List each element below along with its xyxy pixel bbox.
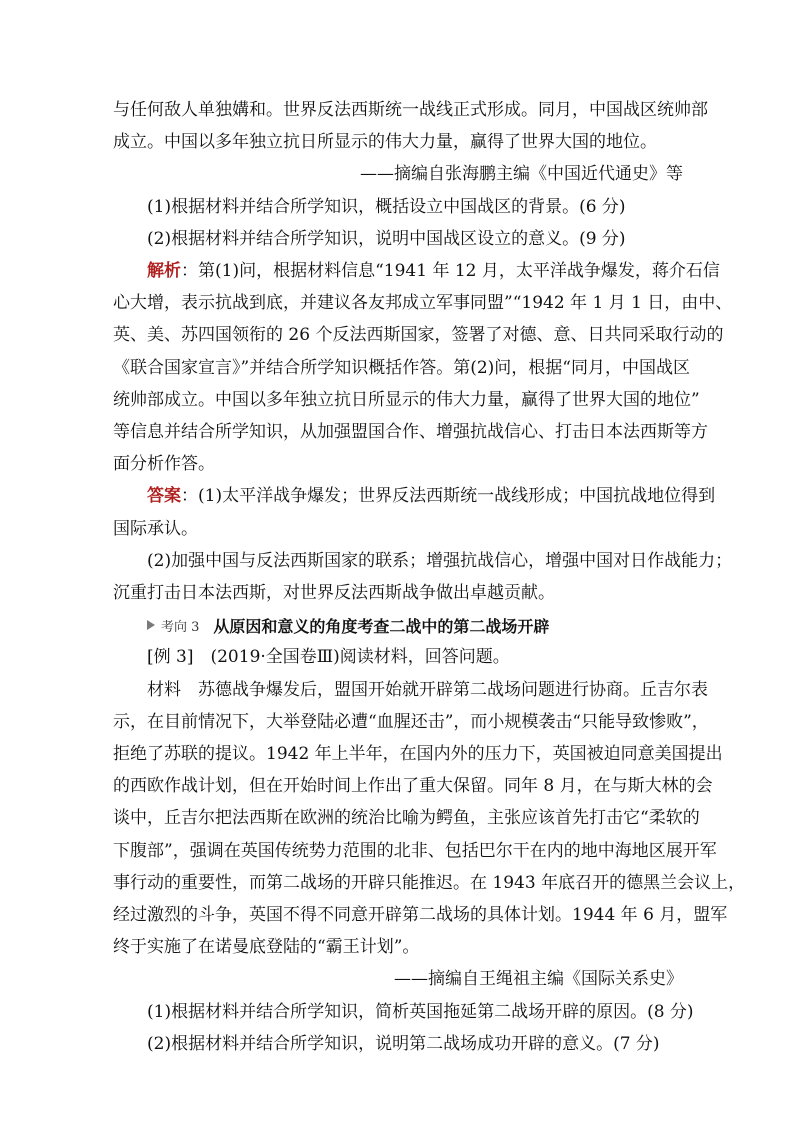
answer-line — [113, 480, 716, 512]
text-line: 事行动的重要性，而第二战场的开辟只能推迟。在 1943 年底召开的德黑兰会议上， — [113, 872, 746, 893]
question-1: (1)根据材料并结合所学知识，简析英国拖延第二战场开辟的原因。(8 分) — [147, 1001, 694, 1022]
text-line: 《联合国家宣言》”并结合所学知识概括作答。第(2)问，根据“同月，中国战区 — [113, 357, 690, 378]
section-heading — [113, 609, 683, 641]
text-line: 谈中，丘吉尔把法西斯在欧洲的统治比喻为鳄鱼，主张应该首先打击它“柔软的 — [113, 808, 700, 829]
document-page — [113, 94, 746, 1060]
material-line: 材料 苏德战争爆发后，盟国开始就开辟第二战场问题进行协商。丘吉尔表 — [147, 679, 708, 700]
text-line: 成立。中国以多年独立抗日所显示的伟大力量，赢得了世界大国的地位。 — [113, 132, 657, 153]
text-line: 英、美、苏四国领衔的 26 个反法西斯国家，签署了对德、意、日共同采取行动的 — [113, 325, 724, 346]
text-line: 统帅部成立。中国以多年独立抗日所显示的伟大力量，赢得了世界大国的地位” — [113, 389, 700, 410]
example-header: [例 3] (2019·全国卷Ⅲ)阅读材料，回答问题。 — [147, 647, 510, 668]
question-2: (2)根据材料并结合所学知识，说明中国战区设立的意义。(9 分) — [147, 228, 626, 249]
triangle-marker-icon — [147, 620, 155, 630]
section-tag: 考向 3 — [161, 619, 200, 635]
analysis-text: ：第(1)问，根据材料信息“1941 年 12 月，太平洋战争爆发，蒋介石信 — [181, 261, 720, 282]
text-line: 拒绝了苏联的提议。1942 年上半年，在国内外的压力下，英国被迫同意美国提出 — [113, 744, 723, 765]
text-line: 下腹部”，强调在英国传统势力范围的北非、包括巴尔干在内的地中海地区展开军 — [113, 840, 717, 861]
text-line: 与任何敌人单独媾和。世界反法西斯统一战线正式形成。同月，中国战区统帅部 — [113, 100, 708, 120]
text-line: 面分析作答。 — [113, 454, 215, 475]
text-line: 等信息并结合所学知识，从加强盟国合作、增强抗战信心、打击日本法西斯等方 — [113, 422, 708, 443]
text-line: 心大增，表示抗战到底，并建议各友邦成立军事同盟”“1942 年 1 月 1 日，由中、 — [113, 293, 733, 314]
text-line: 沉重打击日本法西斯，对世界反法西斯战争做出卓越贡献。 — [113, 583, 555, 604]
analysis-label: 解析 — [147, 261, 181, 282]
question-1: (1)根据材料并结合所学知识，概括设立中国战区的背景。(6 分) — [147, 196, 626, 217]
analysis-line — [113, 255, 720, 287]
text-line: 的西欧作战计划，但在开始时间上作出了重大保留。同年 8 月，在与斯大林的会 — [113, 776, 713, 797]
answer-label: 答案 — [147, 486, 181, 507]
source-citation: ——摘编自王绳祖主编《国际关系史》 — [394, 969, 683, 990]
text-line: 终于实施了在诺曼底登陆的“霸王计划”。 — [113, 937, 420, 958]
text-line: 示，在目前情况下，大举登陆必遭“血腥还击”，而小规模袭击“只能导致惨败”， — [113, 711, 709, 732]
answer-2: (2)加强中国与反法西斯国家的联系；增强抗战信心，增强中国对日作战能力； — [147, 550, 733, 571]
answer-text: ：(1)太平洋战争爆发；世界反法西斯统一战线形成；中国抗战地位得到 — [181, 486, 716, 507]
source-citation: ——摘编自张海鹏主编《中国近代通史》等 — [360, 164, 683, 185]
question-2: (2)根据材料并结合所学知识，说明第二战场成功开辟的意义。(7 分) — [147, 1033, 660, 1054]
text-line: 国际承认。 — [113, 518, 198, 539]
text-line: 经过激烈的斗争，英国不得不同意开辟第二战场的具体计划。1944 年 6 月，盟军 — [113, 905, 728, 926]
section-title: 从原因和意义的角度考查二战中的第二战场开辟 — [213, 616, 550, 636]
